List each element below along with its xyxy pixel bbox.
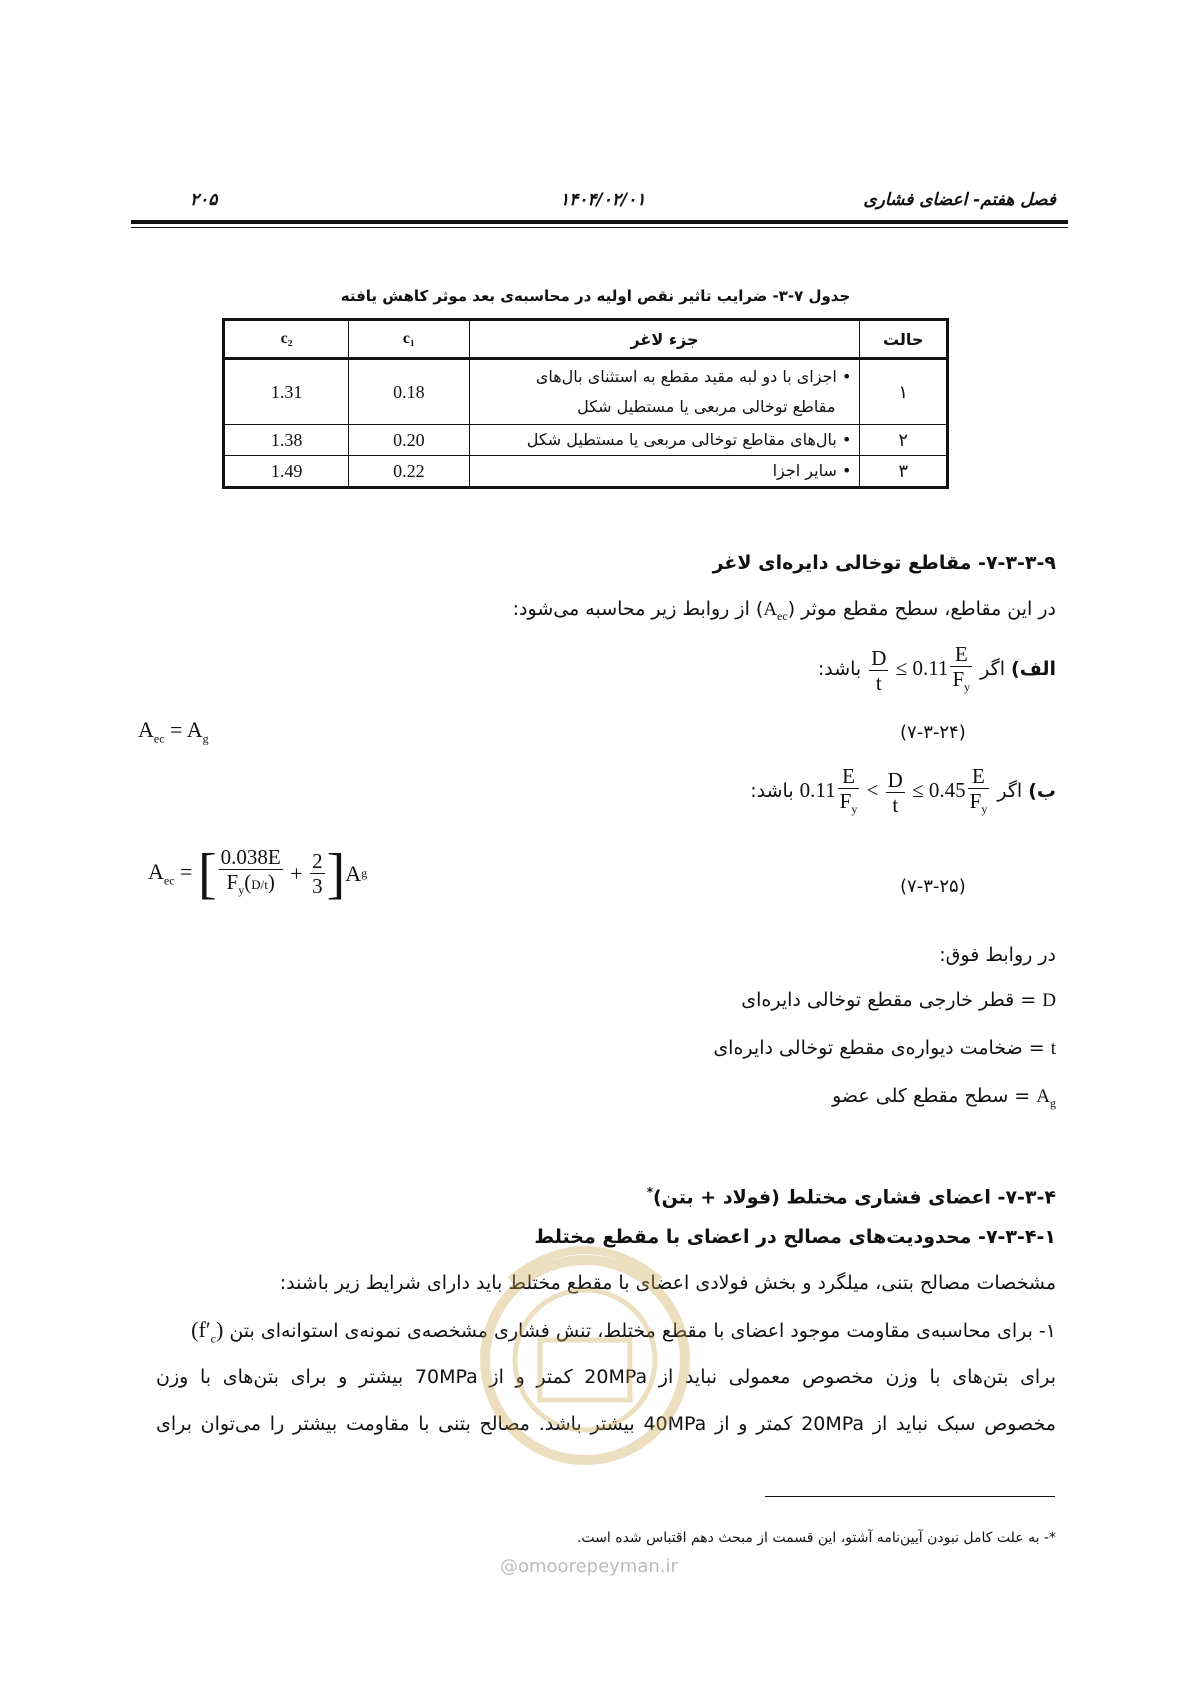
definition-D: D = قطر خارجی مقطع توخالی دایره‌ای — [741, 989, 1056, 1011]
section-heading: ۷-۳-۳-۹- مقاطع توخالی دایره‌ای لاغر — [712, 552, 1056, 574]
case-a-condition — [818, 640, 1056, 699]
header-rule-thin — [131, 227, 1068, 228]
where-text: در روابط فوق: — [939, 944, 1056, 966]
definition-t: t = ضخامت دیواره‌ی مقطع توخالی دایره‌ای — [713, 1037, 1056, 1059]
equation-24: $A_{ec} = A_g$ — [138, 717, 209, 746]
header-case: حالت — [860, 320, 948, 359]
cell-c1: 0.18 — [349, 359, 469, 425]
footnote-rule — [765, 1496, 1055, 1497]
cell-element-line1: بال‌های مقاطع توخالی مربعی یا مستطیل شکل — [526, 430, 837, 449]
case-a-text: اگر — [980, 658, 1005, 680]
cell-element-line1: اجزای با دو لبه مقید مقطع به استثنای بال‌های — [535, 367, 837, 386]
table-row — [224, 359, 948, 425]
intro-text-end: ) از روابط زیر محاسبه می‌شود: — [512, 598, 764, 620]
equation-25: $A_{ec}$ = [ $\frac{0.038E}{F_y(D/t)}$ + $\frac{2}{3}$ ] A g — [148, 842, 368, 905]
item-1-line-3: مخصوص سبک نباید از 20MPa کمتر و از 40MPa بیشتر باشد. مصالح بتنی با مقاومت بیشتر را می‌توان برای — [156, 1413, 1056, 1435]
section-heading: ۷-۳-۴- اعضای فشاری مختلط (فولاد + بتن)* — [646, 1185, 1056, 1209]
cell-element-line2: مقاطع توخالی مربعی یا مستطیل شکل — [577, 397, 836, 416]
header-element: جزء لاغر — [469, 320, 860, 359]
cell-c2: 1.49 — [224, 456, 349, 488]
table-row — [224, 425, 948, 456]
item-1-line-2: برای بتن‌های با وزن مخصوص معمولی نباید از 20MPa کمتر و از 70MPa بیشتر و برای بتن‌های با وزن — [156, 1366, 1056, 1388]
equation-number-25: (۷-۳-۲۵) — [900, 876, 966, 897]
chapter-title: فصل هفتم- اعضای فشاری — [863, 190, 1056, 210]
footnote: *- به علت کامل نبودن آیین‌نامه آشتو، این قسمت از مبحث دهم اقتباس شده است. — [576, 1530, 1056, 1546]
cell-element: • اجزای با دو لبه مقید مقطع به استثنای بال‌های مقاطع توخالی مربعی یا مستطیل شکل — [469, 359, 860, 425]
cell-case: ۱ — [860, 359, 948, 425]
case-b-inequality: 0.11 $\frac{E}{F_y}$ < $\frac{D}{t}$ ≤ 0.45 $\frac{E}{F_y}$ — [799, 763, 988, 817]
header-rule — [131, 220, 1068, 224]
coefficients-table — [222, 318, 949, 489]
case-b-condition — [750, 762, 1056, 821]
cell-element-line1: سایر اجزا — [772, 461, 837, 480]
equation-number-24: (۷-۳-۲۴) — [900, 722, 966, 743]
watermark-seal-icon — [470, 1220, 700, 1490]
cell-case: ۲ — [860, 425, 948, 456]
intro-text-start: در این مقاطع، سطح مقطع موثر ( — [787, 598, 1056, 620]
page-number: ۲۰۵ — [190, 190, 218, 210]
section-intro — [513, 594, 1056, 631]
item-1-line-1: ۱- برای محاسبه‌ی مقاومت موجود اعضای با مقطع مختلط، تنش فشاری مشخصه‌ی نمونه‌ی استوانه‌ای بتن $(f'_c)$ — [191, 1317, 1056, 1346]
cell-element: • سایر اجزا — [469, 456, 860, 488]
case-b-end: باشد: — [750, 780, 794, 802]
cell-c1: 0.22 — [349, 456, 469, 488]
header-c1: c₁ — [349, 320, 469, 359]
table-caption: جدول ۷-۳- ضرایب تاثیر نقص اولیه در محاسبه‌ی بعد موثر کاهش یافته — [340, 287, 851, 305]
header-c2: c₂ — [224, 320, 349, 359]
table-row — [224, 456, 948, 488]
subsection-heading: ۷-۳-۴-۱- محدودیت‌های مصالح در اعضای با مقطع مختلط — [534, 1226, 1056, 1248]
cell-c2: 1.31 — [224, 359, 349, 425]
case-a-label: الف) — [1011, 658, 1056, 680]
cell-element: • بال‌های مقاطع توخالی مربعی یا مستطیل شکل — [469, 425, 860, 456]
page-date: ۱۴۰۴/۰۲/۰۱ — [560, 190, 646, 210]
case-b-text: اگر — [997, 780, 1023, 802]
case-b-label: ب) — [1028, 780, 1056, 802]
case-a-end: باشد: — [817, 658, 862, 680]
case-a-inequality: $\frac{D}{t}$ ≤ 0.11 $\frac{E}{F_y}$ — [871, 641, 971, 695]
watermark-text: @omoorepeyman.ir — [500, 1556, 678, 1577]
cell-c1: 0.20 — [349, 425, 469, 456]
section-intro: مشخصات مصالح بتنی، میلگرد و بخش فولادی اعضای با مقطع مختلط باید دارای شرایط زیر باشند: — [279, 1272, 1056, 1294]
cell-c2: 1.38 — [224, 425, 349, 456]
aec-symbol: $A_{ec}$ — [763, 599, 788, 623]
cell-case: ۳ — [860, 456, 948, 488]
definition-Ag: $A_g$ = سطح مقطع کلی عضو — [832, 1085, 1056, 1110]
